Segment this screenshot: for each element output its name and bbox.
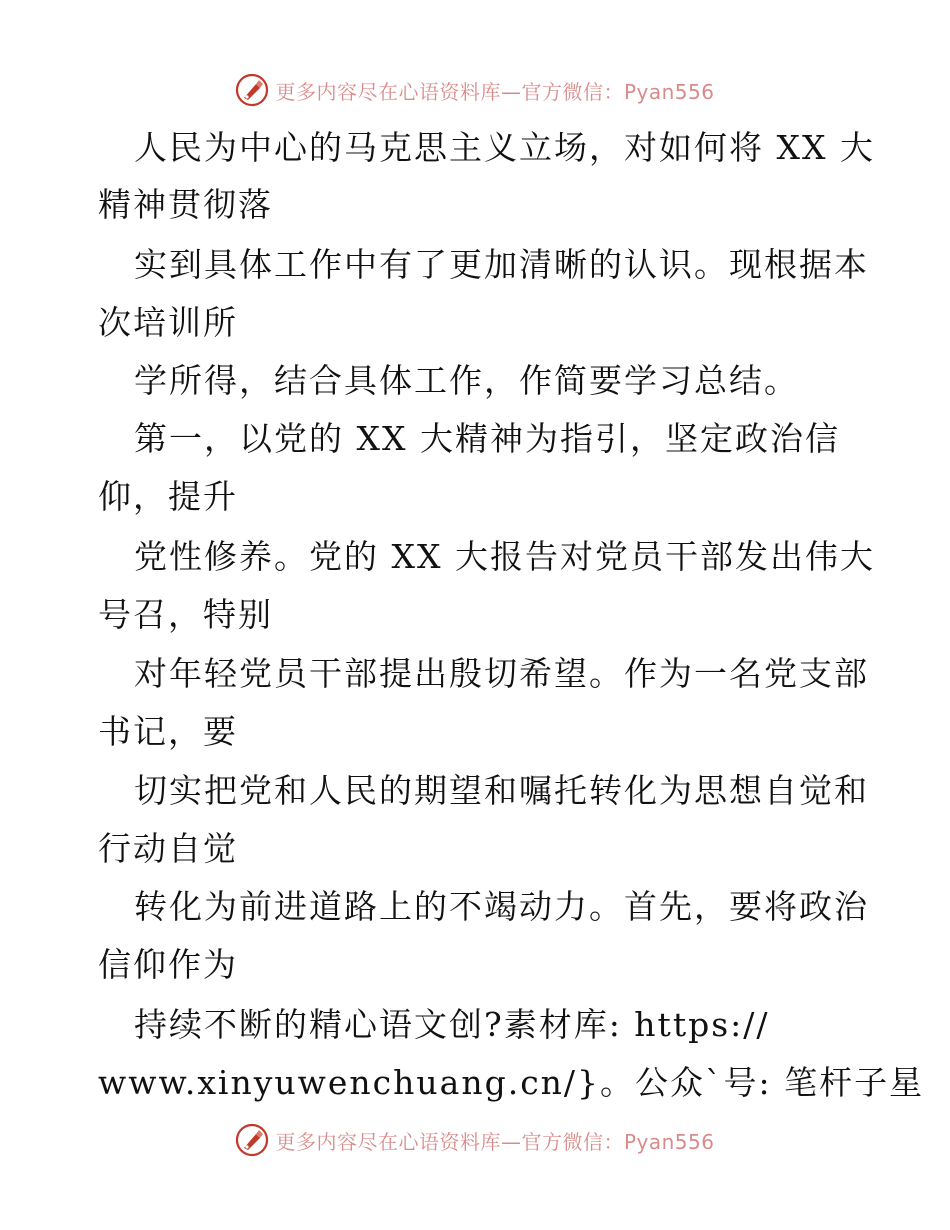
body-line: 仰，提升 — [98, 477, 238, 516]
body-line: 切实把党和人民的期望和嘱托转化为思想自觉和 — [134, 771, 869, 810]
body-line: 党性修养。党的 XX 大报告对党员干部发出伟大 — [134, 537, 875, 576]
body-line: 行动自觉 — [98, 829, 238, 868]
body-line: 次培训所 — [98, 303, 238, 342]
body-line: 号召，特别 — [98, 595, 273, 634]
footer-watermark — [0, 1120, 950, 1160]
pen-nib-logo-icon — [235, 1123, 269, 1157]
header-watermark — [0, 70, 950, 110]
body-line: 信仰作为 — [98, 945, 238, 984]
body-line: 对年轻党员干部提出殷切希望。作为一名党支部 — [134, 654, 869, 693]
pen-nib-logo-icon — [235, 73, 269, 107]
body-line: 人民为中心的马克思主义立场，对如何将 XX 大 — [134, 128, 875, 167]
body-line: 第一，以党的 XX 大精神为指引，坚定政治信 — [134, 419, 840, 458]
body-line: 转化为前进道路上的不竭动力。首先，要将政治 — [134, 887, 869, 926]
body-line: 精神贯彻落 — [98, 185, 273, 224]
body-line: 实到具体工作中有了更加清晰的认识。现根据本 — [134, 245, 869, 284]
body-line: 持续不断的精心语文创?素材库: https:// — [134, 1005, 770, 1044]
watermark-text: 更多内容尽在心语资料库—官方微信：Pyan556 — [275, 1129, 715, 1154]
watermark-text: 更多内容尽在心语资料库—官方微信：Pyan556 — [275, 79, 715, 104]
body-line: www.xinyuwenchuang.cn/}。公众`号: 笔杆子星 — [98, 1063, 925, 1102]
body-line: 学所得，结合具体工作，作简要学习总结。 — [134, 361, 799, 400]
body-line: 书记，要 — [98, 712, 238, 751]
